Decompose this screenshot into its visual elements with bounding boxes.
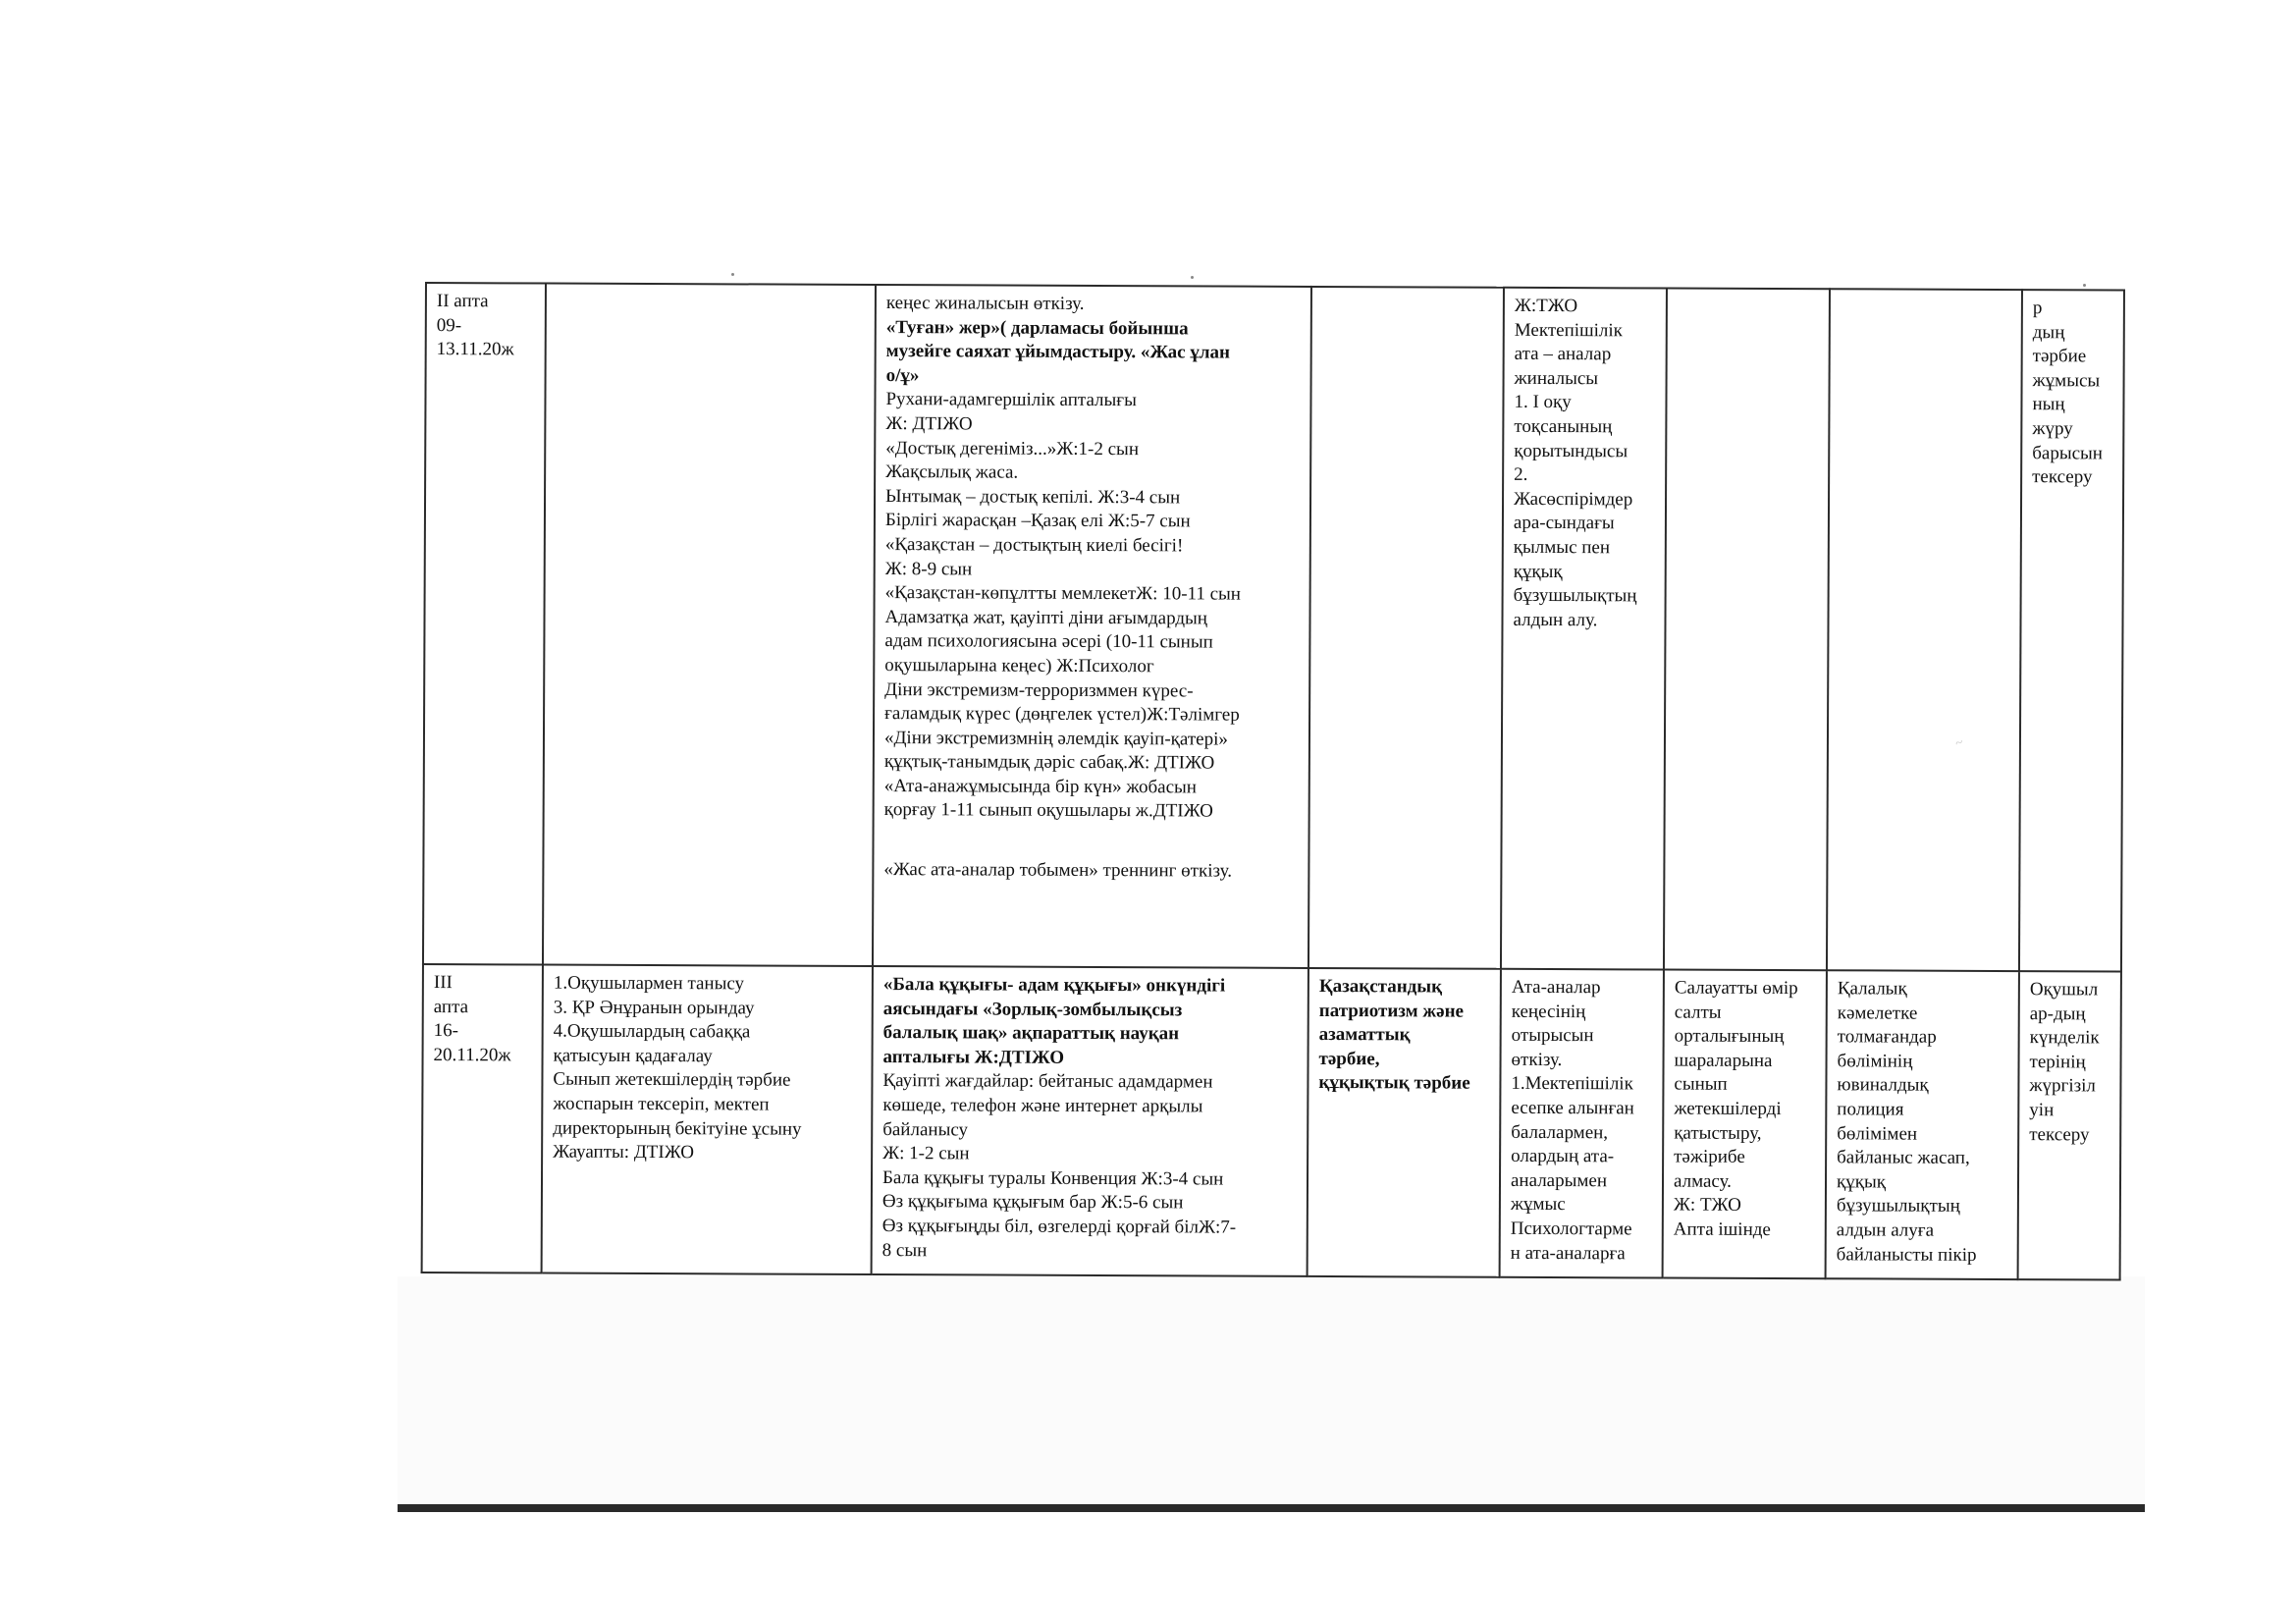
- control-cell: [2019, 290, 2124, 971]
- direction-line: құқықтық тәрбие: [1318, 1072, 1470, 1095]
- prevention-line: байланысты пікір: [1836, 1243, 1977, 1266]
- organizational-work-line: 1.Оқушылармен танысу: [553, 972, 745, 995]
- control-line: тәрбие: [2032, 346, 2087, 367]
- parents-work-line: Жасөспірімдер: [1514, 488, 1633, 511]
- event-line: «Ата-анажұмысында бір күн» жобасын: [883, 775, 1198, 798]
- prevention-line: бөлімімен: [1837, 1122, 1918, 1145]
- event-line: Өз құқығыма құқығым бар Ж:5-6 сын: [881, 1191, 1184, 1214]
- parents-work-line: қылмыс пен: [1513, 536, 1611, 559]
- parents-work-line: алдын алу.: [1513, 609, 1598, 630]
- prevention-list: [1837, 977, 2008, 1268]
- event-line: «Бала құқығы- адам құқығы» онкүндігі: [882, 974, 1226, 997]
- event-line: Бала құқығы туралы Конвенция Ж:3-4 сын: [881, 1166, 1224, 1190]
- direction-line: тәрбие,: [1318, 1048, 1380, 1070]
- event-line: ғаламдық күрес (дөңгелек үстел)Ж:Тәлімгер: [884, 703, 1240, 726]
- control-list: [2032, 297, 2113, 490]
- scan-shadow: [398, 1276, 2145, 1512]
- prevention-line: байланыс жасап,: [1837, 1147, 1970, 1169]
- parents-work-line: Ж:ТЖО: [1514, 295, 1578, 317]
- parents-work-line: отырысын: [1511, 1025, 1594, 1047]
- spacer: [883, 823, 1298, 860]
- health-cell: [1664, 289, 1830, 971]
- parents-work-line: жиналысы: [1514, 367, 1599, 389]
- control-line: күнделік: [2029, 1027, 2100, 1049]
- event-line: Рухани-адамгершілік апталығы: [885, 389, 1137, 411]
- parents-work-line: құқық: [1513, 561, 1563, 582]
- health-line: жетекшілерді: [1674, 1098, 1782, 1120]
- parents-work-line: Мектепішілік: [1514, 319, 1623, 341]
- direction-cell: [1308, 287, 1504, 969]
- event-line: Қауіпті жағдайлар: бейтаныс адамдармен: [882, 1070, 1213, 1093]
- control-line: жүру: [2032, 418, 2073, 440]
- event-line: адам психологиясына әсері (10-11 сынып: [884, 630, 1213, 653]
- parents-work-line: есепке алынған: [1511, 1097, 1634, 1119]
- organizational-work-line: жоспарын тексеріп, мектеп: [553, 1093, 770, 1115]
- organizational-work-cell: [543, 284, 876, 966]
- health-line: салты: [1674, 1001, 1722, 1023]
- prevention-cell: [1827, 289, 2022, 971]
- week-label: II апта: [436, 291, 489, 312]
- parents-work-list: [1513, 295, 1656, 633]
- week-label: апта: [433, 996, 469, 1017]
- parents-work-line: олардың ата-: [1511, 1145, 1615, 1167]
- health-line: тәжірибе: [1674, 1146, 1745, 1168]
- event-line: көшеде, телефон және интернет арқылы: [882, 1095, 1203, 1117]
- prevention-line: Қалалық: [1837, 978, 1907, 1000]
- week-cell: [423, 283, 546, 965]
- parents-work-cell: [1500, 969, 1664, 1278]
- direction-line: патриотизм және: [1318, 1000, 1465, 1022]
- prevention-line: полиция: [1837, 1099, 1904, 1120]
- event-line: Ж: 1-2 сын: [882, 1143, 970, 1164]
- direction-line: азаматтық: [1318, 1024, 1411, 1046]
- event-line: Жақсылық жаса.: [885, 461, 1019, 483]
- events-list: [882, 973, 1298, 1265]
- control-cell: [2018, 971, 2121, 1279]
- parents-work-line: өткізу.: [1511, 1049, 1563, 1070]
- prevention-line: бұзушылықтың: [1836, 1195, 1960, 1218]
- control-line: терінің: [2029, 1051, 2086, 1073]
- organizational-work-line: директорының бекітуіне ұсыну: [553, 1117, 802, 1140]
- event-line: қорғау 1-11 сынып оқушылары ж.ДТІЖО: [883, 799, 1213, 822]
- event-line: музейге саяхат ұйымдастыру. «Жас ұлан: [885, 341, 1231, 363]
- event-line: Өз құқығыңды біл, өзгелерді қорғай білЖ:7-: [881, 1215, 1237, 1238]
- event-line: оқушыларына кеңес) Ж:Психолог: [884, 654, 1154, 677]
- event-line: құқтық-танымдық дәріс сабақ.Ж: ДТІЖО: [883, 751, 1215, 774]
- parents-work-line: 2.: [1514, 463, 1528, 486]
- parents-work-line: Ата-аналар: [1511, 976, 1601, 999]
- event-line: «Достық дегеніміз...»Ж:1-2 сын: [885, 437, 1140, 460]
- event-line: балалық шақ» ақпараттық науқан: [882, 1022, 1180, 1045]
- event-item-training: «Жас ата-аналар тобымен» треннинг өткізу.: [883, 859, 1233, 882]
- direction-list: [1318, 975, 1490, 1097]
- event-line: «Діни экстремизмнің әлемдік қауіп-қатері»: [883, 727, 1228, 750]
- scan-speck: [731, 273, 734, 276]
- events-list: [884, 292, 1301, 825]
- prevention-line: кәмелетке: [1837, 1001, 1918, 1024]
- event-line: Ж: 8-9 сын: [884, 558, 973, 579]
- event-line: Діни экстремизм-терроризммен күрес-: [884, 678, 1194, 701]
- direction-cell: [1308, 968, 1501, 1277]
- parents-work-line: бұзушылықтың: [1513, 584, 1637, 607]
- parents-work-line: 1. I оқу: [1514, 392, 1572, 413]
- event-line: Ж: ДТІЖО: [885, 413, 973, 435]
- organizational-work-line: 3. ҚР Әнұранын орындау: [553, 997, 755, 1019]
- organizational-work-line: қатысуын қадағалау: [553, 1045, 713, 1067]
- prevention-line: бөлімінің: [1837, 1051, 1913, 1072]
- event-line: Бірлігі жарасқан –Қазақ елі Ж:5-7 сын: [884, 510, 1191, 532]
- control-list: [2029, 978, 2110, 1148]
- parents-work-cell: [1501, 288, 1667, 970]
- control-line: тексеру: [2032, 466, 2093, 488]
- prevention-line: құқық: [1836, 1171, 1887, 1193]
- health-line: қатыстыру,: [1674, 1122, 1762, 1144]
- faint-stamp-mark: ~: [1952, 734, 1966, 752]
- week-date-start: 16-: [433, 1020, 459, 1042]
- event-line: «Туған» жер»( дарламасы бойынша: [885, 316, 1189, 339]
- plan-table: [421, 282, 2125, 1281]
- event-line: «Қазақстан-көпұлтты мемлекетЖ: 10-11 сын: [884, 582, 1242, 605]
- week-date-end: 13.11.20ж: [436, 339, 514, 360]
- organizational-work-line: Сынып жетекшілердің тәрбие: [553, 1068, 791, 1092]
- event-line: 8 сын: [881, 1239, 928, 1261]
- parents-work-line: н ата-аналарға: [1510, 1242, 1626, 1264]
- event-line: «Қазақстан – достықтың киелі бесігі!: [884, 533, 1184, 557]
- control-line: р: [2032, 298, 2043, 319]
- parents-work-line: аналарымен: [1510, 1169, 1608, 1192]
- health-line: Апта ішінде: [1673, 1218, 1771, 1240]
- health-line: алмасу.: [1673, 1170, 1733, 1192]
- parents-work-line: Психологтарме: [1510, 1218, 1632, 1240]
- organizational-work-cell: [542, 965, 873, 1274]
- prevention-line: толмағандар: [1837, 1026, 1937, 1048]
- control-line: жұмысы: [2032, 369, 2101, 392]
- organizational-work-list: [553, 972, 862, 1166]
- week-number: III: [433, 972, 453, 994]
- health-line: Ж: ТЖО: [1673, 1194, 1741, 1217]
- parents-work-line: қорытындысы: [1514, 440, 1629, 461]
- events-cell: [873, 285, 1311, 968]
- parents-work-line: балалармен,: [1511, 1121, 1609, 1143]
- control-line: уін: [2029, 1100, 2055, 1121]
- control-line: дың: [2032, 321, 2065, 343]
- health-line: орталығының: [1674, 1025, 1785, 1048]
- health-line: Салауатты өмір: [1674, 977, 1798, 1000]
- prevention-cell: [1826, 970, 2019, 1279]
- event-line: аясындағы «Зорлық-зомбылықсыз: [882, 998, 1183, 1020]
- control-line: ның: [2032, 394, 2065, 415]
- events-cell: [872, 966, 1308, 1276]
- parents-work-line: ара-сындағы: [1513, 513, 1615, 534]
- organizational-work-line: 4.Оқушылардың сабаққа: [553, 1020, 751, 1043]
- parents-work-line: 1.Мектепішілік: [1511, 1073, 1633, 1095]
- health-line: сынып: [1674, 1073, 1728, 1096]
- parents-work-line: тоқсанының: [1514, 415, 1613, 438]
- table-row-week-2: [423, 283, 2124, 972]
- event-line: кеңес жиналысын өткізу.: [885, 293, 1085, 314]
- parents-work-line: ата – аналар: [1514, 344, 1612, 365]
- control-line: барысын: [2032, 442, 2104, 464]
- event-line: байланысу: [882, 1118, 969, 1140]
- organizational-work-line: Жауапты: ДТІЖО: [553, 1141, 695, 1164]
- prevention-line: алдын алуға: [1836, 1219, 1935, 1241]
- health-list: [1674, 977, 1816, 1243]
- control-line: тексеру: [2029, 1123, 2090, 1145]
- scan-speck: [2083, 284, 2086, 287]
- event-line: о/ұ»: [885, 364, 920, 386]
- event-line: Адамзатқа жат, қауіпті діни ағымдардың: [884, 606, 1207, 629]
- prevention-line: ювиналдық: [1837, 1074, 1929, 1097]
- control-line: ар-дың: [2029, 1002, 2086, 1024]
- direction-line: Қазақстандық: [1318, 975, 1443, 998]
- parents-work-line: кеңесінің: [1511, 1001, 1586, 1022]
- week-cell: [422, 964, 543, 1273]
- control-line: жүргізіл: [2029, 1075, 2096, 1097]
- health-cell: [1663, 970, 1827, 1279]
- parents-work-list: [1511, 976, 1653, 1267]
- health-line: шараларына: [1674, 1050, 1773, 1071]
- scan-edge-bar: [398, 1504, 2145, 1512]
- control-line: Оқушыл: [2029, 979, 2099, 1001]
- week-date-start: 09-: [436, 314, 462, 336]
- scan-speck: [1191, 276, 1194, 279]
- table-row-week-3: [422, 964, 2121, 1280]
- event-line: апталығы Ж:ДТІЖО: [882, 1046, 1065, 1068]
- event-line: Ынтымақ – достық кепілі. Ж:3-4 сын: [885, 485, 1181, 509]
- parents-work-line: жұмыс: [1510, 1194, 1566, 1216]
- week-date-end: 20.11.20ж: [433, 1044, 511, 1066]
